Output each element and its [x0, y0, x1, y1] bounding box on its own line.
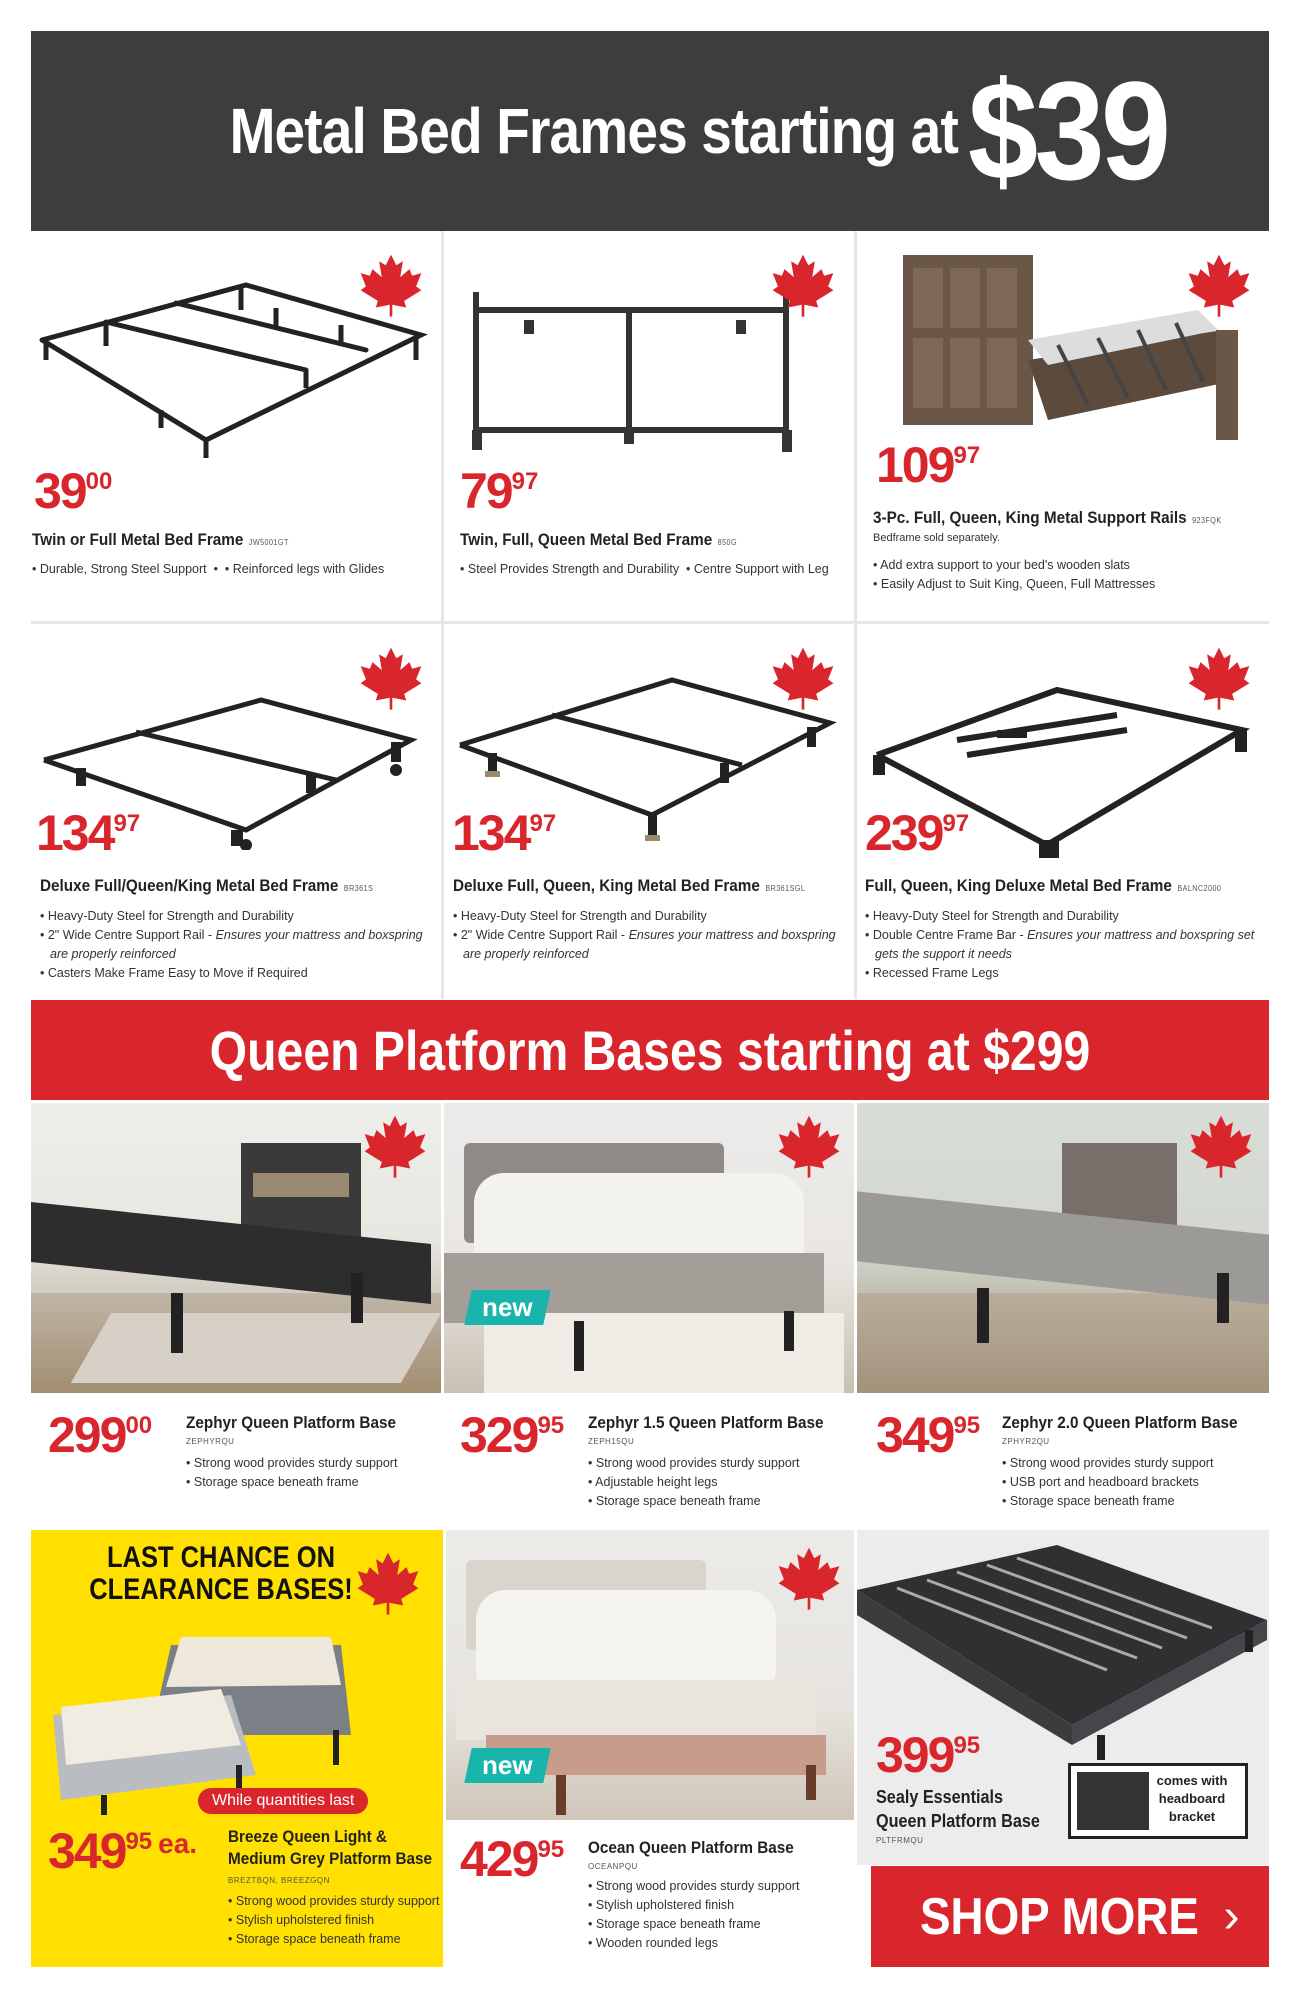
product-features: • Heavy-Duty Steel for Strength and Durability • Double Centre Frame Bar - Ensures your mattress and boxspring set gets the support it needs • Recessed Frame Legs: [865, 909, 1255, 980]
product-price: 39995: [876, 1727, 981, 1783]
product-name: Zephyr Queen Platform Base: [186, 1413, 397, 1432]
product-sku: OCEANPQU: [588, 1862, 638, 1871]
product-price: 34995: [876, 1407, 981, 1463]
maple-leaf-icon: [362, 1113, 428, 1179]
maple-leaf-icon: [358, 252, 424, 318]
sealy-platform-base-image: [857, 1530, 1269, 1760]
product-price: 7997: [460, 463, 539, 519]
chevron-right-icon: ›: [1223, 1890, 1240, 1943]
comes-with-text: comes with headboard bracket: [1156, 1773, 1228, 1824]
product-sku: PLTFRMQU: [876, 1836, 924, 1845]
product-sku: BREZTBQN, BREEZGQN: [228, 1876, 330, 1885]
product-features: • Add extra support to your bed's wooden slats • Easily Adjust to Suit King, Queen, Full Mattresses: [873, 556, 1155, 594]
maple-leaf-icon: [358, 645, 424, 711]
clearance-price: 34995 ea.: [48, 1823, 198, 1879]
headboard-bracket-image: [1077, 1772, 1149, 1830]
product-features: • Durable, Strong Steel Support • • Reinforced legs with Glides: [32, 560, 384, 579]
product-name: Deluxe Full/Queen/King Metal Bed Frame BR361S: [40, 876, 374, 895]
product-price: 29900: [48, 1407, 153, 1463]
product-price: 3900: [34, 463, 113, 519]
maple-leaf-icon: [1188, 1113, 1254, 1179]
product-note: Bedframe sold separately.: [873, 532, 1000, 544]
platform-bases-banner: [31, 1000, 1269, 1100]
clearance-product-name: Breeze Queen Light & Medium Grey Platform Base: [228, 1827, 433, 1868]
comes-with-bracket-callout: [1068, 1763, 1248, 1839]
product-features: • Strong wood provides sturdy support • USB port and headboard brackets • Storage space beneath frame: [1002, 1454, 1213, 1511]
product-name: Twin, Full, Queen Metal Bed Frame 850G: [460, 530, 738, 549]
maple-leaf-icon: [770, 252, 836, 318]
maple-leaf-icon: [1186, 252, 1252, 318]
shop-more-label: SHOP MORE: [919, 1887, 1199, 1946]
product-name: Twin or Full Metal Bed Frame JW5001GT: [32, 530, 289, 549]
product-price: 23997: [865, 805, 970, 861]
maple-leaf-icon: [776, 1113, 842, 1179]
product-features: • Heavy-Duty Steel for Strength and Durability • 2" Wide Centre Support Rail - Ensures your mattress and boxspring are properly reinforced • Casters Make Frame Easy to Move if Required: [40, 909, 423, 980]
product-sku: ZEPH15QU: [588, 1437, 635, 1446]
product-sku: ZPHYR2QU: [1002, 1437, 1050, 1446]
product-features: • Strong wood provides sturdy support • Stylish upholstered finish • Storage space beneath frame • Wooden rounded legs: [588, 1877, 799, 1953]
new-badge: new: [464, 1748, 550, 1783]
product-price: 32995: [460, 1407, 565, 1463]
product-name: Deluxe Full, Queen, King Metal Bed Frame BR361SGL: [453, 876, 806, 895]
while-quantities-last-pill: While quantities last: [198, 1788, 368, 1814]
twin-full-queen-metal-frame-image: [464, 280, 804, 465]
shop-more-button[interactable]: [871, 1866, 1269, 1967]
maple-leaf-icon: [355, 1550, 421, 1616]
maple-leaf-icon: [770, 645, 836, 711]
product-features: • Steel Provides Strength and Durability • Centre Support with Leg: [460, 562, 829, 576]
product-price: 42995: [460, 1831, 565, 1887]
product-sku: ZEPHYRQU: [186, 1437, 235, 1446]
product-features: • Strong wood provides sturdy support • Adjustable height legs • Storage space beneath frame: [588, 1454, 799, 1511]
metal-frames-start-price: $39: [967, 52, 1168, 209]
product-name: Ocean Queen Platform Base: [588, 1838, 794, 1857]
clearance-headline: LAST CHANCE ON CLEARANCE BASES!: [89, 1541, 353, 1606]
product-name: Full, Queen, King Deluxe Metal Bed Frame BALNC2000: [865, 876, 1222, 895]
metal-frames-banner: [31, 31, 1269, 231]
product-features: • Strong wood provides sturdy support • Storage space beneath frame: [186, 1454, 397, 1492]
product-features: • Heavy-Duty Steel for Strength and Durability • 2" Wide Centre Support Rail - Ensures your mattress and boxspring are properly reinforced: [453, 909, 836, 961]
product-features: • Strong wood provides sturdy support • Stylish upholstered finish • Storage space beneath frame: [228, 1892, 439, 1949]
platform-bases-heading: Queen Platform Bases starting at $299: [209, 1018, 1091, 1082]
product-name: 3-Pc. Full, Queen, King Metal Support Rails 923FQK: [873, 508, 1222, 527]
metal-frames-heading: Metal Bed Frames starting at: [229, 95, 958, 167]
new-badge: new: [464, 1290, 550, 1325]
product-name: Zephyr 1.5 Queen Platform Base: [588, 1413, 824, 1432]
maple-leaf-icon: [776, 1545, 842, 1611]
maple-leaf-icon: [1186, 645, 1252, 711]
clearance-bases-image: [41, 1625, 436, 1815]
product-name: Sealy Essentials Queen Platform Base: [876, 1787, 1040, 1831]
product-price: 13497: [452, 805, 557, 861]
product-name: Zephyr 2.0 Queen Platform Base: [1002, 1413, 1238, 1432]
product-price: 13497: [36, 805, 141, 861]
product-price: 10997: [876, 437, 981, 493]
